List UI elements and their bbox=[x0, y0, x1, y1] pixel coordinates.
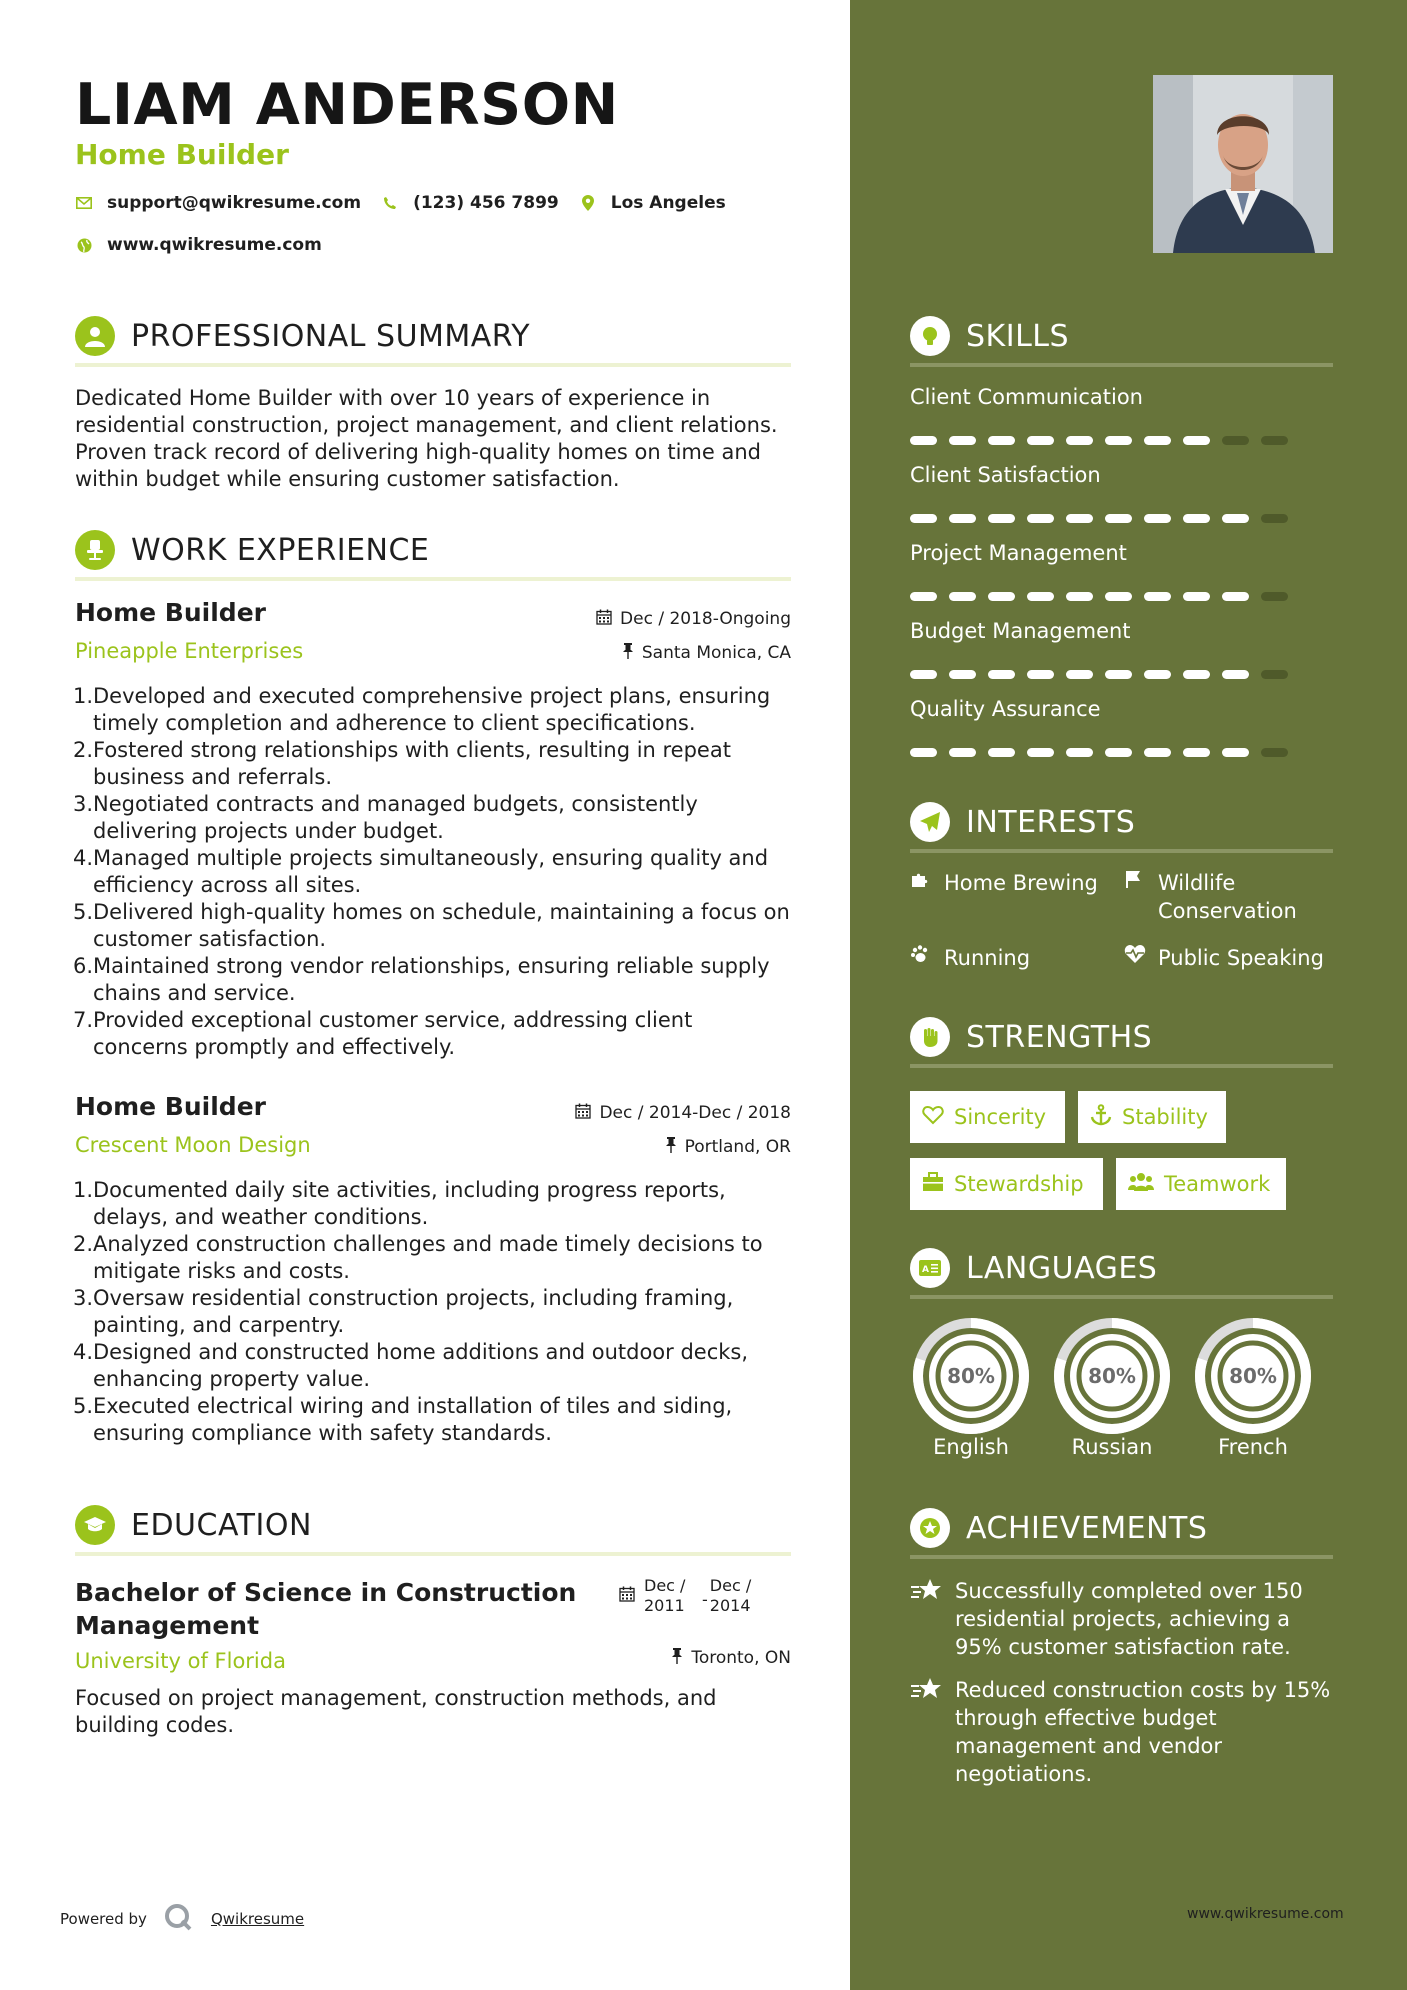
summary-section-header bbox=[75, 316, 530, 356]
education-school: University of Florida bbox=[75, 1649, 286, 1673]
shooting-star-icon bbox=[910, 1676, 942, 1788]
list-item: 1. Documented daily site activities, including progress reports, delays, and weather conditions. bbox=[73, 1178, 726, 1229]
interests-heading: INTERESTS bbox=[966, 804, 1136, 840]
list-item: 4. Managed multiple projects simultaneously, ensuring quality and efficiency across all sites. bbox=[73, 846, 769, 897]
candidate-name: LIAM ANDERSON bbox=[75, 72, 619, 138]
date-separator: - bbox=[702, 1590, 708, 1609]
job-2-company: Crescent Moon Design bbox=[75, 1133, 311, 1157]
svg-text:A: A bbox=[922, 1265, 929, 1275]
skill-segment bbox=[988, 592, 1015, 601]
users-icon bbox=[1128, 1172, 1154, 1197]
languages-heading: LANGUAGES bbox=[966, 1250, 1158, 1286]
achievement-item: Successfully completed over 150 residential projects, achieving a 95% customer satisfaction rate. bbox=[910, 1577, 1303, 1661]
contact-phone[interactable]: (123) 456 7899 bbox=[381, 193, 559, 213]
skill-segment bbox=[1144, 670, 1171, 679]
skill-segment bbox=[910, 748, 937, 757]
pushpin-icon bbox=[671, 1648, 683, 1668]
skill-segment bbox=[1144, 436, 1171, 445]
qwikresume-link[interactable]: Qwikresume bbox=[210, 1910, 305, 1928]
language-percent: 80% bbox=[1088, 1364, 1136, 1388]
summary-divider bbox=[75, 363, 791, 367]
skill-segment bbox=[1183, 748, 1210, 757]
language-percent: 80% bbox=[947, 1364, 995, 1388]
list-item: 6. Maintained strong vendor relationships, ensuring reliable supply chains and service. bbox=[73, 954, 770, 1005]
languages-section-header bbox=[910, 1248, 1157, 1288]
list-item: 3. Oversaw residential construction projects, including framing, painting, and carpentry. bbox=[73, 1286, 734, 1337]
education-heading: EDUCATION bbox=[131, 1507, 312, 1543]
contact-website[interactable]: www.qwikresume.com bbox=[75, 235, 322, 255]
skill-segment bbox=[949, 670, 976, 679]
skill-segment bbox=[910, 670, 937, 679]
skills-heading: SKILLS bbox=[966, 318, 1070, 354]
experience-section-header bbox=[75, 530, 429, 570]
powered-by-footer: Powered by Qwikresume bbox=[60, 1902, 304, 1936]
strength-badge: Teamwork bbox=[1116, 1158, 1286, 1210]
office-chair-icon bbox=[75, 530, 115, 570]
skill-segment bbox=[1027, 514, 1054, 523]
skill-rating-bar bbox=[910, 592, 1300, 601]
globe-icon bbox=[75, 236, 93, 254]
strengths-heading: STRENGTHS bbox=[966, 1019, 1153, 1055]
skill-segment bbox=[988, 514, 1015, 523]
language-name: Russian bbox=[1071, 1435, 1153, 1459]
contact-email[interactable]: support@qwikresume.com bbox=[75, 193, 361, 213]
skill-segment bbox=[1027, 436, 1054, 445]
interest-item: Home Brewing bbox=[910, 869, 1098, 897]
skill-segment bbox=[1261, 436, 1288, 445]
skill-segment bbox=[988, 670, 1015, 679]
experience-heading: WORK EXPERIENCE bbox=[131, 532, 430, 568]
skill-segment bbox=[1066, 748, 1093, 757]
education-divider bbox=[75, 1552, 791, 1556]
skill-segment bbox=[910, 592, 937, 601]
skill-segment bbox=[1261, 514, 1288, 523]
education-start-date: Dec / 2011 bbox=[644, 1576, 686, 1615]
interest-item: Running bbox=[910, 944, 1030, 972]
skill-segment bbox=[949, 436, 976, 445]
strength-badge: Sincerity bbox=[910, 1091, 1065, 1143]
skill-segment bbox=[1183, 514, 1210, 523]
skill-segment bbox=[1144, 592, 1171, 601]
strengths-divider bbox=[910, 1064, 1333, 1068]
skill-segment bbox=[1027, 592, 1054, 601]
experience-divider bbox=[75, 577, 791, 581]
briefcase-icon bbox=[922, 1172, 944, 1197]
user-icon bbox=[75, 316, 115, 356]
skill-segment bbox=[1105, 514, 1132, 523]
job-1-dates: Dec / 2018-Ongoing bbox=[491, 609, 791, 629]
skill-label: Budget Management bbox=[910, 619, 1131, 643]
list-item: 2. Analyzed construction challenges and made timely decisions to mitigate risks and costs. bbox=[73, 1232, 763, 1283]
achievements-heading: ACHIEVEMENTS bbox=[966, 1510, 1208, 1546]
skill-segment bbox=[949, 514, 976, 523]
lightbulb-icon bbox=[910, 316, 950, 356]
skill-rating-bar bbox=[910, 514, 1300, 523]
skill-label: Project Management bbox=[910, 541, 1127, 565]
language-percent: 80% bbox=[1229, 1364, 1277, 1388]
skill-segment bbox=[1027, 748, 1054, 757]
flag-icon bbox=[1124, 869, 1148, 925]
interests-section-header bbox=[910, 802, 1135, 842]
phone-icon bbox=[381, 194, 399, 212]
skill-segment bbox=[1183, 436, 1210, 445]
achievements-divider bbox=[910, 1555, 1333, 1559]
shooting-star-icon bbox=[910, 1577, 942, 1661]
skill-rating-bar bbox=[910, 748, 1300, 757]
skill-segment bbox=[1105, 670, 1132, 679]
skill-label: Client Communication bbox=[910, 385, 1143, 409]
education-dates bbox=[619, 1576, 751, 1616]
map-pin-icon bbox=[579, 194, 597, 212]
skill-segment bbox=[1261, 592, 1288, 601]
education-degree: Bachelor of Science in Construction Management bbox=[75, 1578, 577, 1640]
job-1-title: Home Builder bbox=[75, 598, 266, 627]
fist-icon bbox=[910, 1017, 950, 1057]
heart-icon bbox=[922, 1105, 944, 1130]
language-name: French bbox=[1218, 1435, 1288, 1459]
paw-icon bbox=[910, 944, 934, 972]
skill-segment bbox=[1105, 748, 1132, 757]
skill-segment bbox=[1105, 436, 1132, 445]
calendar-icon bbox=[596, 609, 612, 629]
skill-segment bbox=[910, 514, 937, 523]
interest-item: Public Speaking bbox=[1124, 944, 1324, 972]
list-item: 4. Designed and constructed home additions and outdoor decks, enhancing property value. bbox=[73, 1340, 749, 1391]
language-name: English bbox=[933, 1435, 1009, 1459]
skill-segment bbox=[1222, 748, 1249, 757]
achievement-item: Reduced construction costs by 15% through effective budget management and vendor negotiations. bbox=[910, 1676, 1330, 1788]
strength-badge: Stability bbox=[1078, 1091, 1226, 1143]
footer-website[interactable]: www.qwikresume.com bbox=[1187, 1906, 1344, 1922]
profile-photo bbox=[1153, 75, 1333, 253]
list-item: 5. Delivered high-quality homes on schedule, maintaining a focus on customer satisfaction. bbox=[73, 900, 790, 951]
pushpin-icon bbox=[665, 1137, 677, 1157]
languages-divider bbox=[910, 1295, 1333, 1299]
skill-segment bbox=[1183, 592, 1210, 601]
skill-segment bbox=[949, 748, 976, 757]
job-2-title: Home Builder bbox=[75, 1092, 266, 1121]
paper-plane-icon bbox=[910, 802, 950, 842]
skill-segment bbox=[1066, 514, 1093, 523]
contact-row-2 bbox=[75, 235, 342, 255]
skill-segment bbox=[1027, 670, 1054, 679]
job-1-company: Pineapple Enterprises bbox=[75, 639, 304, 663]
job-2-bullets bbox=[75, 1177, 815, 1447]
achievements-section-header bbox=[910, 1508, 1207, 1548]
skill-segment bbox=[949, 592, 976, 601]
skill-segment bbox=[1066, 670, 1093, 679]
pushpin-icon bbox=[622, 643, 634, 663]
skill-label: Client Satisfaction bbox=[910, 463, 1101, 487]
interests-divider bbox=[910, 849, 1333, 853]
skill-segment bbox=[1222, 670, 1249, 679]
skill-segment bbox=[1222, 592, 1249, 601]
skill-segment bbox=[1144, 514, 1171, 523]
interest-item: Wildlife Conservation bbox=[1124, 869, 1297, 925]
calendar-icon bbox=[575, 1103, 591, 1123]
skill-rating-bar bbox=[910, 436, 1300, 445]
job-2-dates: Dec / 2014-Dec / 2018 bbox=[491, 1103, 791, 1123]
anchor-icon bbox=[1090, 1104, 1112, 1131]
contact-row bbox=[75, 193, 746, 213]
job-1-bullets bbox=[75, 683, 815, 1061]
heartbeat-icon bbox=[1124, 944, 1148, 972]
skill-segment bbox=[1222, 514, 1249, 523]
summary-text: Dedicated Home Builder with over 10 years of experience in residential construction, project management, and client relations. Proven track record of delivering high-quality homes on time and within budget while ensuring customer satisfaction. bbox=[75, 386, 778, 491]
list-item: 3. Negotiated contracts and managed budgets, consistently delivering projects under budget. bbox=[73, 792, 698, 843]
skills-section-header bbox=[910, 316, 1069, 356]
skill-segment bbox=[1066, 436, 1093, 445]
candidate-title: Home Builder bbox=[75, 138, 289, 171]
skills-divider bbox=[910, 363, 1333, 367]
star-badge-icon bbox=[910, 1508, 950, 1548]
puzzle-icon bbox=[910, 869, 934, 897]
job-2-location: Portland, OR bbox=[491, 1137, 791, 1157]
skill-segment bbox=[910, 436, 937, 445]
education-location: Toronto, ON bbox=[491, 1648, 791, 1668]
strength-badge: Stewardship bbox=[910, 1158, 1103, 1210]
education-end-date: Dec / 2014 bbox=[709, 1576, 752, 1615]
calendar-icon bbox=[619, 1586, 635, 1607]
skill-segment bbox=[1183, 670, 1210, 679]
contact-location: Los Angeles bbox=[579, 193, 726, 213]
qwikresume-logo-icon bbox=[163, 1902, 193, 1936]
strengths-section-header bbox=[910, 1017, 1152, 1057]
list-item: 1. Developed and executed comprehensive project plans, ensuring timely completion and adherence to client specifications. bbox=[73, 684, 771, 735]
summary-heading: PROFESSIONAL SUMMARY bbox=[131, 318, 531, 354]
skill-segment bbox=[1066, 592, 1093, 601]
list-item: 7. Provided exceptional customer service, addressing client concerns promptly and effectively. bbox=[73, 1008, 693, 1059]
language-proficiency-ring bbox=[1192, 1315, 1314, 1437]
skill-segment bbox=[1222, 436, 1249, 445]
skill-rating-bar bbox=[910, 670, 1300, 679]
skill-segment bbox=[1105, 592, 1132, 601]
list-item: 2. Fostered strong relationships with clients, resulting in repeat business and referrals. bbox=[73, 738, 731, 789]
skill-label: Quality Assurance bbox=[910, 697, 1101, 721]
graduation-icon bbox=[75, 1505, 115, 1545]
education-section-header bbox=[75, 1505, 312, 1545]
language-proficiency-ring bbox=[1051, 1315, 1173, 1437]
skill-segment bbox=[1261, 748, 1288, 757]
skill-segment bbox=[1261, 670, 1288, 679]
envelope-icon bbox=[75, 194, 93, 212]
language-card-icon bbox=[910, 1248, 950, 1288]
skill-segment bbox=[988, 436, 1015, 445]
skill-segment bbox=[1144, 748, 1171, 757]
job-1-location: Santa Monica, CA bbox=[491, 643, 791, 663]
language-proficiency-ring bbox=[910, 1315, 1032, 1437]
education-description: Focused on project management, construction methods, and building codes. bbox=[75, 1686, 717, 1737]
list-item: 5. Executed electrical wiring and installation of tiles and siding, ensuring compliance with safety standards. bbox=[73, 1394, 733, 1445]
skill-segment bbox=[988, 748, 1015, 757]
